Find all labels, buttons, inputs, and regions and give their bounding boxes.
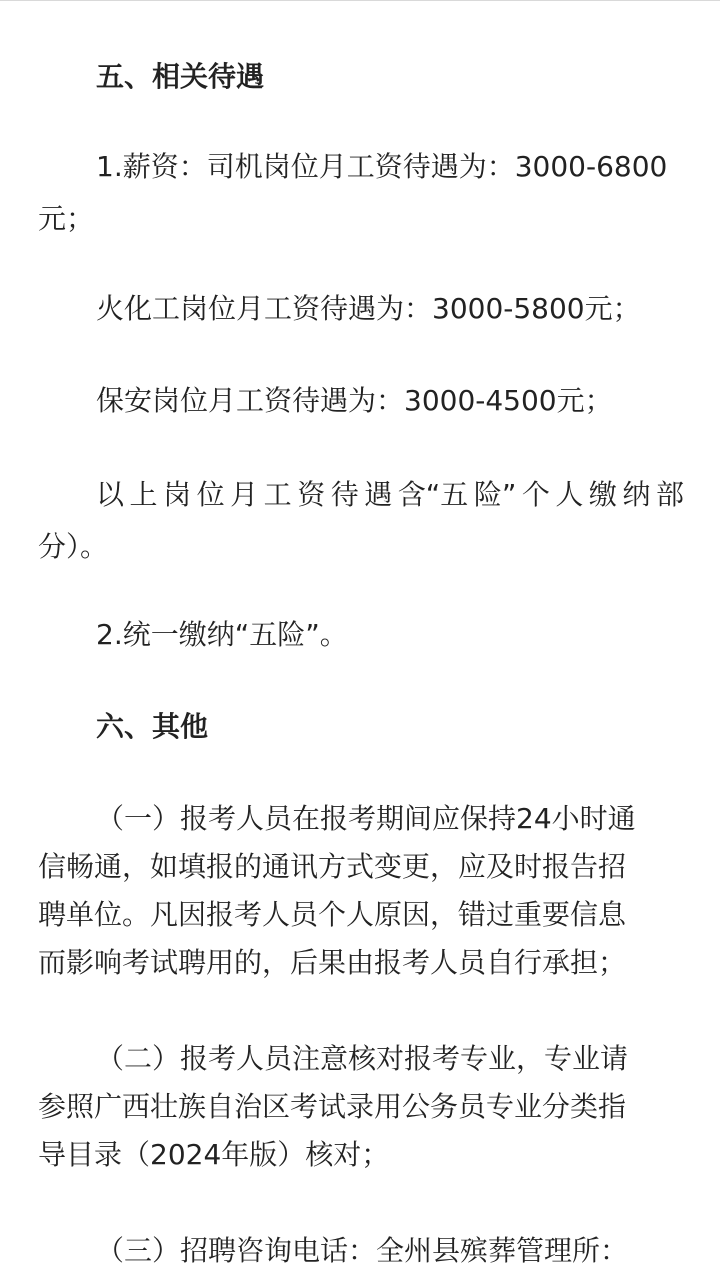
char: 部: [655, 478, 684, 511]
char: 险”: [473, 478, 517, 511]
section-heading-benefits: 五、相关待遇: [96, 60, 265, 93]
char: 缴: [588, 478, 617, 511]
char: 上: [129, 478, 158, 511]
item2-line3: 导目录（2024年版）核对；: [38, 1138, 390, 1171]
char: 以: [96, 478, 125, 511]
salary-security-text: 保安岗位月工资待遇为：3000-4500元；: [96, 384, 613, 417]
char: 人: [555, 478, 584, 511]
char: 位: [196, 478, 225, 511]
item1-line1: （一）报考人员在报考期间应保持24小时通: [96, 802, 636, 835]
char: 工: [263, 478, 292, 511]
char: 含“五: [397, 478, 469, 511]
item1-line4: 而影响考试聘用的，后果由报考人员自行承担；: [38, 946, 627, 979]
insurance-unified-text: 2.统一缴纳“五险”。: [96, 618, 348, 651]
salary-cremation-text: 火化工岗位月工资待遇为：3000-5800元；: [96, 292, 641, 325]
char: 纳: [622, 478, 651, 511]
char: 资: [297, 478, 326, 511]
item2-line1: （二）报考人员注意核对报考专业，专业请: [96, 1042, 629, 1075]
char: 个: [521, 478, 550, 511]
char: 遇: [364, 478, 393, 511]
salary-includes-insurance-continued: 分）。: [38, 530, 109, 563]
char: 月: [230, 478, 259, 511]
salary-includes-insurance-text: [96, 477, 684, 517]
item3-line1: （三）招聘咨询电话：全州县殡葬管理所：: [96, 1234, 629, 1267]
item2-line2: 参照广西壮族自治区考试录用公务员专业分类指: [38, 1090, 627, 1123]
item1-line2: 信畅通，如填报的通讯方式变更，应及时报告招: [38, 850, 627, 883]
item1-line3: 聘单位。凡因报考人员个人原因，错过重要信息: [38, 898, 627, 931]
salary-driver-text: 1.薪资：司机岗位月工资待遇为：3000-6800: [96, 150, 668, 183]
char: 岗: [163, 478, 192, 511]
salary-driver-text-continued: 元；: [38, 202, 95, 235]
char: 待: [330, 478, 359, 511]
section-heading-other: 六、其他: [96, 710, 209, 743]
